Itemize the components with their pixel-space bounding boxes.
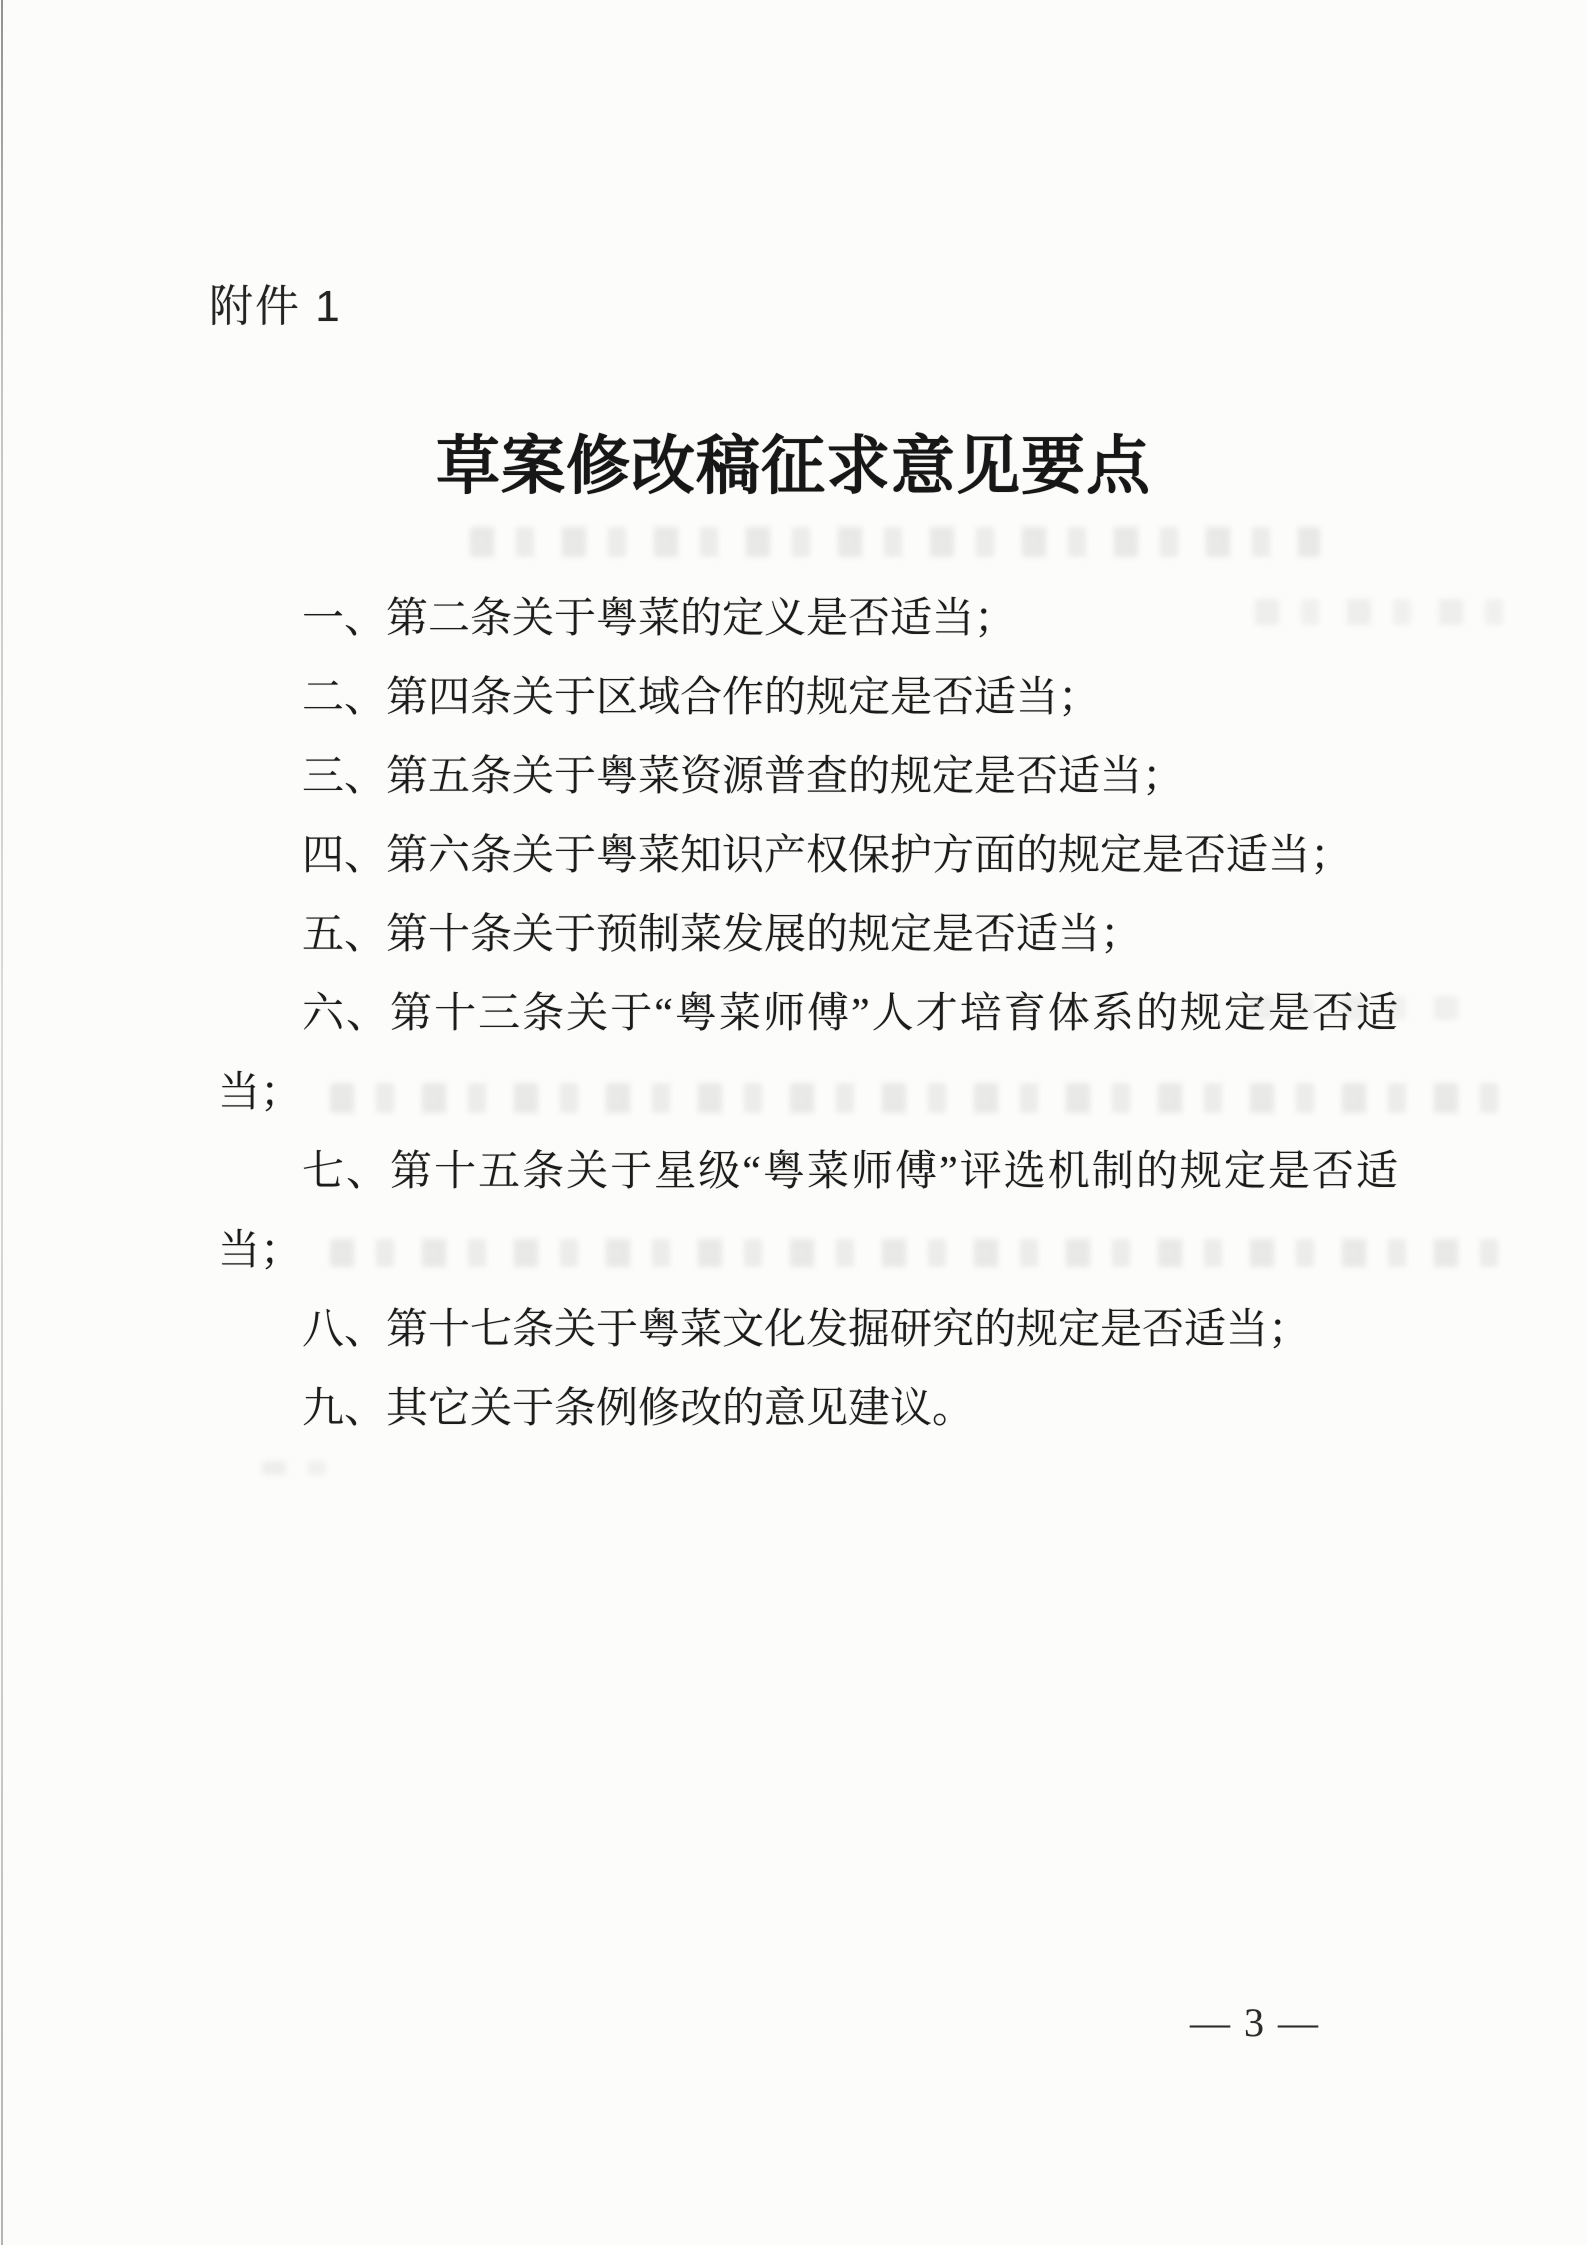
list-item-line: 一、第二条关于粤菜的定义是否适当； <box>302 596 1017 642</box>
bleed-through-mark <box>1255 599 1520 625</box>
list-item-line: 当； <box>218 1228 303 1274</box>
list-item-line: 八、第十七条关于粤菜文化发掘研究的规定是否适当； <box>302 1307 1311 1353</box>
page-number: — 3 — <box>1190 2000 1320 2045</box>
opinion-points-list <box>218 580 1398 1449</box>
list-item-line: 当； <box>218 1070 303 1116</box>
document-title: 草案修改稿征求意见要点 <box>436 431 1151 502</box>
list-item-line: 六、第十三条关于“粤菜师傅”人才培育体系的规定是否适 <box>302 991 1398 1037</box>
bleed-through-mark <box>470 527 1320 557</box>
list-item-line: 九、其它关于条例修改的意见建议。 <box>302 1386 975 1432</box>
list-item-line: 二、第四条关于区域合作的规定是否适当； <box>302 675 1101 721</box>
bleed-through-mark <box>262 1461 337 1475</box>
bleed-through-mark <box>330 1083 1510 1113</box>
list-item-line: 四、第六条关于粤菜知识产权保护方面的规定是否适当； <box>302 833 1353 879</box>
bleed-through-mark <box>1250 996 1480 1020</box>
list-item-line: 七、第十五条关于星级“粤菜师傅”评选机制的规定是否适 <box>302 1149 1398 1195</box>
attachment-label: 附件 1 <box>209 282 342 331</box>
bleed-through-mark <box>330 1239 1510 1267</box>
list-item-line: 五、第十条关于预制菜发展的规定是否适当； <box>302 912 1143 958</box>
scan-edge-artifact <box>1 0 3 2245</box>
list-item-line: 三、第五条关于粤菜资源普查的规定是否适当； <box>302 754 1185 800</box>
